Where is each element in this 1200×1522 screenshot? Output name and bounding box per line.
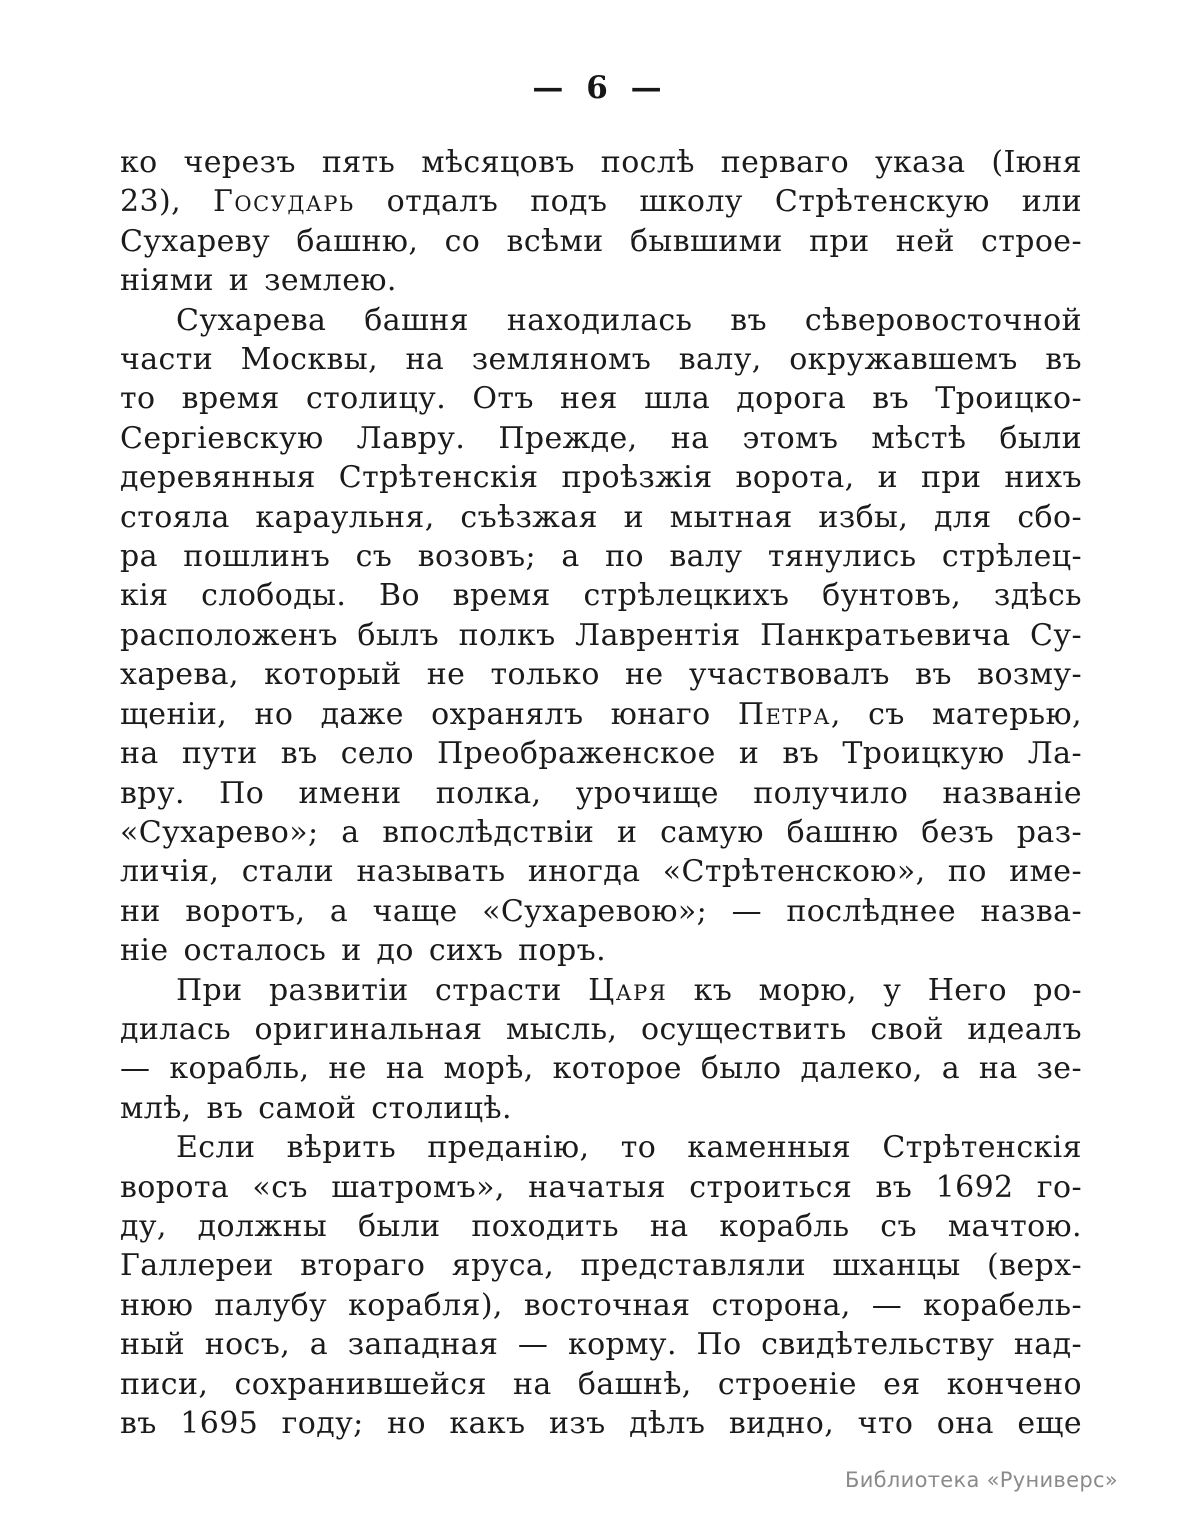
text-segment: личія, стали называть иногда «Стрѣтенскою», по име- xyxy=(120,854,1082,890)
text-segment: , съ матерью, xyxy=(830,696,1082,732)
text-line xyxy=(120,1246,1082,1285)
text-line xyxy=(120,1010,1082,1049)
text-line xyxy=(120,379,1082,418)
text-line xyxy=(120,931,1082,970)
text-segment: ніями и землею. xyxy=(120,263,397,299)
text-segment: ко черезъ пять мѣсяцовъ послѣ перваго указа (Іюня xyxy=(120,145,1082,180)
text-segment: въ 1695 году; но какъ изъ дѣлъ видно, что она еще xyxy=(120,1406,1082,1441)
smallcaps-word: Петра xyxy=(737,696,831,732)
text-segment: ра пошлинъ съ возовъ; а по валу тянулись стрѣлец- xyxy=(120,539,1082,575)
text-segment: нюю палубу корабля), восточная сторона, — корабель- xyxy=(120,1287,1082,1323)
text-segment: дилась оригинальная мысль, осуществить свой идеалъ xyxy=(120,1011,1082,1047)
text-line xyxy=(120,498,1082,537)
text-segment: «Сухарево»; а впослѣдствіи и самую башню безъ раз- xyxy=(120,814,1082,850)
text-segment: Сергіевскую Лавру. Прежде, на этомъ мѣстѣ были xyxy=(120,420,1082,456)
text-line xyxy=(120,1286,1082,1325)
text-line xyxy=(120,1207,1082,1246)
text-segment: 23), xyxy=(120,184,214,220)
page-number: — 6 — xyxy=(532,70,668,106)
smallcaps-word: Царя xyxy=(588,972,668,1008)
text-segment: къ морю, у Него ро- xyxy=(667,972,1082,1008)
text-line xyxy=(120,774,1082,813)
text-line xyxy=(120,340,1082,379)
text-line xyxy=(120,695,1082,734)
text-segment: вру. По имени полка, урочище получило названіе xyxy=(120,775,1082,811)
text-line xyxy=(120,143,1082,182)
text-line xyxy=(120,222,1082,261)
text-line xyxy=(120,892,1082,931)
text-line xyxy=(120,458,1082,497)
text-line xyxy=(120,971,1082,1010)
text-line xyxy=(120,576,1082,615)
text-line xyxy=(120,261,1082,300)
text-line xyxy=(120,852,1082,891)
text-segment: При развитіи страсти xyxy=(176,972,589,1008)
text-line xyxy=(120,419,1082,458)
text-line xyxy=(120,537,1082,576)
text-segment: Если вѣрить преданію, то каменныя Стрѣтенскія xyxy=(176,1130,1082,1166)
text-segment: ніе осталось и до сихъ поръ. xyxy=(120,933,607,969)
text-line xyxy=(120,655,1082,694)
text-segment: Галлереи втораго яруса, представляли шханцы (верх- xyxy=(120,1248,1082,1284)
text-line xyxy=(120,1089,1082,1128)
text-block xyxy=(120,143,1082,1443)
text-segment: харева, который не только не участвовалъ въ возму- xyxy=(120,657,1082,693)
smallcaps-word: Государь xyxy=(213,184,355,220)
text-segment: части Москвы, на земляномъ валу, окружавшемъ въ xyxy=(120,342,1082,378)
text-segment: ворота «съ шатромъ», начатыя строиться въ 1692 го- xyxy=(120,1169,1082,1205)
text-segment: деревянныя Стрѣтенскія проѣзжія ворота, и при нихъ xyxy=(120,460,1082,496)
text-segment: отдалъ подъ школу Стрѣтенскую или xyxy=(354,184,1083,220)
text-line xyxy=(120,1049,1082,1088)
text-segment: стояла караульня, съѣзжая и мытная избы, для сбо- xyxy=(120,499,1082,535)
text-segment: щеніи, но даже охранялъ юнаго xyxy=(120,696,738,732)
text-line xyxy=(120,813,1082,852)
text-segment: ни воротъ, а чаще «Сухаревою»; — послѣднее назва- xyxy=(120,893,1082,929)
text-line xyxy=(120,1365,1082,1404)
text-line xyxy=(120,1168,1082,1207)
text-segment: Сухарева башня находилась въ сѣверовосточной xyxy=(176,302,1082,338)
text-segment: ный носъ, а западная — корму. По свидѣтельству над- xyxy=(120,1327,1082,1363)
text-segment: то время столицу. Отъ нея шла дорога въ Троицко- xyxy=(120,381,1082,417)
text-line xyxy=(120,1325,1082,1364)
library-watermark: Библиотека «Руниверс» xyxy=(845,1468,1118,1492)
text-segment: — корабль, не на морѣ, которое было далеко, а на зе- xyxy=(120,1051,1082,1087)
text-segment: расположенъ былъ полкъ Лаврентія Панкратьевича Су- xyxy=(120,617,1082,653)
text-segment: кія слободы. Во время стрѣлецкихъ бунтовъ, здѣсь xyxy=(120,578,1082,614)
text-line xyxy=(120,1404,1082,1443)
text-line xyxy=(120,616,1082,655)
text-segment: млѣ, въ самой столицѣ. xyxy=(120,1090,512,1126)
text-segment: на пути въ село Преображенское и въ Троицкую Ла- xyxy=(120,736,1082,772)
text-line xyxy=(120,1128,1082,1167)
text-segment: писи, сохранившейся на башнѣ, строеніе ея кончено xyxy=(120,1366,1082,1402)
text-segment: Сухареву башню, со всѣми бывшими при ней строе- xyxy=(120,223,1082,259)
text-line xyxy=(120,301,1082,340)
text-line xyxy=(120,182,1082,221)
text-line xyxy=(120,734,1082,773)
text-segment: ду, должны были походить на корабль съ мачтою. xyxy=(120,1208,1082,1244)
